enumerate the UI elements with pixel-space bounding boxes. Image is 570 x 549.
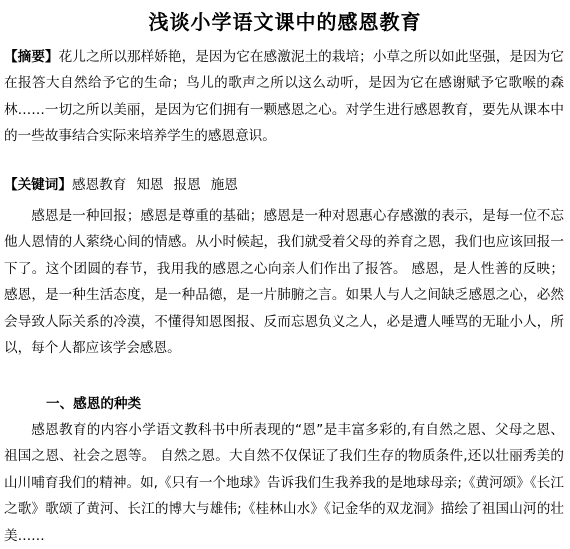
- keyword-item: 报恩: [173, 177, 201, 193]
- abstract-tag: 【摘要】: [4, 49, 59, 65]
- abstract-text: 花儿之所以那样娇艳，是因为它在感激泥土的栽培；小草之所以如此坚强，是因为它在报答大自然给予它的生命；鸟儿的歌声之所以这么动听，是因为它在感谢赋予它歌喉的森林……一切之所以美丽，是因为它们拥有一颗感恩之心。对学生进行感恩教育，要先从课本中的一些故事结合实际来培养学生的感恩意识。: [4, 49, 564, 145]
- body-paragraph: 感恩教育的内容小学语文教科书中所表现的“恩”是丰富多彩的,有自然之恩、父母之恩、祖国之恩、社会之恩等。 自然之恩。大自然不仅保证了我们生存的物质条件,还以壮丽秀美的山川哺育我们的精神。如,《只有一个地球》告诉我们生我养我的是地球母亲;《黄河颂》《长江之歌》歌颂了黄河、长江的博大与雄伟;《桂林山水》《记金华的双龙洞》描绘了祖国山河的壮美……: [4, 422, 564, 544]
- keyword-item: 知恩: [136, 177, 164, 193]
- section-heading: 一、感恩的种类: [46, 396, 142, 412]
- keywords-line: [4, 172, 564, 198]
- keyword-item: 感恩教育: [71, 177, 127, 193]
- body-paragraph: 感恩是一种回报；感恩是尊重的基础；感恩是一种对恩惠心存感激的表示，是每一位不忘他人恩情的人萦绕心间的情感。从小时候起，我们就受着父母的养育之恩，我们也应该回报一下了。这个团圆的春节，我用我的感恩之心向亲人们作出了报答。 感恩，是人性善的反映；感恩，是一种生活态度，是一种品德，是一片肺腑之言。如果人与人之间缺乏感恩之心，必然会导致人际关系的冷漠，不懂得知恩图报、反而忘恩负义之人，必是遭人唾骂的无耻小人，所以，每个人都应该学会感恩。: [4, 208, 564, 357]
- keywords-tag: 【关键词】: [4, 177, 72, 193]
- keyword-item: 施恩: [210, 177, 238, 193]
- document-title: 浅谈小学语文课中的感恩教育: [148, 10, 422, 34]
- abstract-paragraph: [4, 44, 564, 150]
